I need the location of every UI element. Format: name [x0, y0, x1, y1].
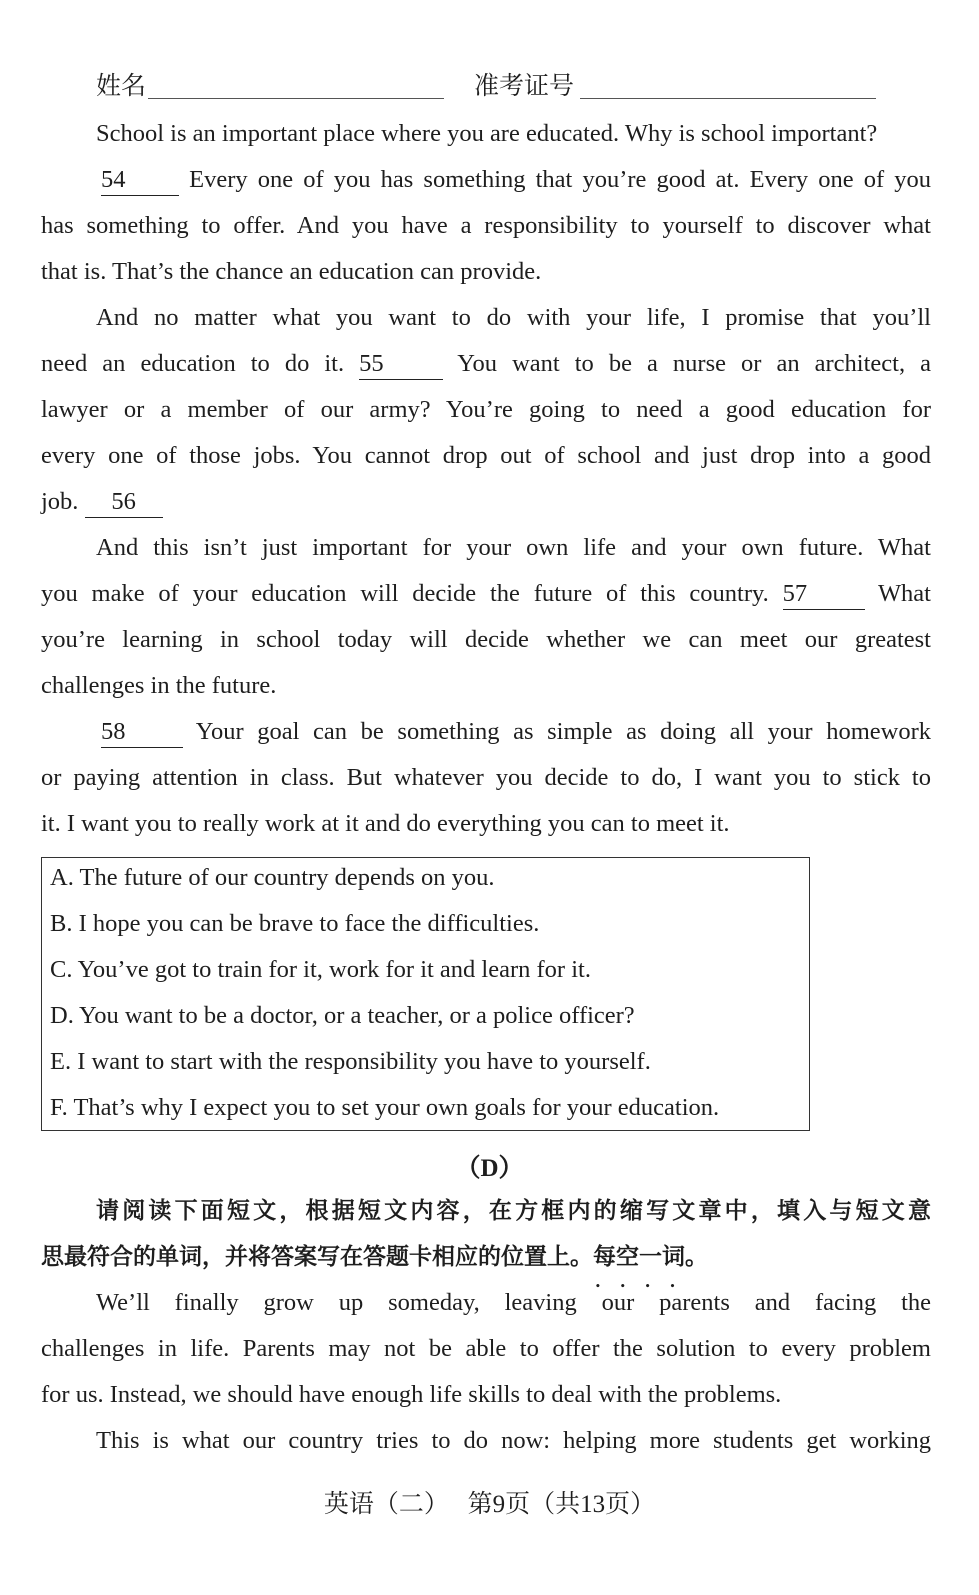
paragraph-line: This is what our country tries to do now: helping more students get working [96, 1427, 931, 1454]
passage-d [41, 1280, 931, 1464]
paragraph-line: it. I want you to really work at it and do everything you can to meet it. [41, 810, 730, 837]
paragraph-text: Every one of you has something that you’re good at. Every one of you [189, 166, 931, 193]
option-e: E. I want to start with the responsibility you have to yourself. [50, 1048, 651, 1075]
paragraph-line: has something to offer. And you have a responsibility to yourself to discover what [41, 212, 931, 239]
paragraph-line [41, 341, 931, 387]
option-a: A. The future of our country depends on you. [50, 864, 495, 891]
instruction-text: 思最符合的单词，并将答案写在答题卡相应的位置上。 [41, 1244, 593, 1270]
paragraph-line: every one of those jobs. You cannot drop out of school and just drop into a good [41, 442, 931, 469]
paragraph-line: School is an important place where you are educated. Why is school important? [96, 120, 878, 147]
paragraph-line [41, 709, 931, 755]
paragraph-text: you make of your education will decide the future of this country. [41, 580, 769, 607]
name-label: 姓名 [96, 73, 147, 100]
blank-54: 54 [101, 165, 179, 196]
section-d-instructions [41, 1188, 931, 1280]
paragraph-line: And no matter what you want to do with your life, I promise that you’ll [96, 304, 931, 331]
option-f: F. That’s why I expect you to set your own goals for your education. [50, 1094, 720, 1121]
paragraph-line: We’ll finally grow up someday, leaving our parents and facing the [96, 1289, 931, 1316]
paragraph-line: challenges in life. Parents may not be able to offer the solution to every problem [41, 1335, 931, 1362]
exam-number-line [580, 98, 876, 99]
paragraph-line [41, 157, 931, 203]
paragraph-line: that is. That’s the chance an education can provide. [41, 258, 542, 285]
paragraph-line: or paying attention in class. But whatever you decide to do, I want you to stick to [41, 764, 931, 791]
option-b: B. I hope you can be brave to face the difficulties. [50, 910, 540, 937]
instruction-line: 请阅读下面短文，根据短文内容，在方框内的缩写文章中，填入与短文意 [96, 1198, 931, 1224]
instruction-text: 。 [685, 1244, 708, 1270]
blank-58: 58 [101, 717, 183, 748]
option-d: D. You want to be a doctor, or a teacher, or a police officer? [50, 1002, 635, 1029]
name-line [148, 98, 444, 99]
blank-57: 57 [783, 579, 865, 610]
paragraph-text: You want to be a nurse or an architect, a [457, 350, 932, 377]
section-d-title: （D） [455, 1155, 524, 1182]
paragraph-line [41, 571, 931, 617]
blank-55: 55 [359, 349, 443, 380]
option-c: C. You’ve got to train for it, work for it and learn for it. [50, 956, 591, 983]
instruction-line [41, 1234, 931, 1280]
page-footer: 英语（二） 第9页（共13页） [323, 1491, 656, 1518]
paragraph-line: for us. Instead, we should have enough life skills to deal with the problems. [41, 1381, 782, 1408]
paragraph-line: lawyer or a member of our army? You’re going to need a good education for [41, 396, 931, 423]
paragraph-line: challenges in the future. [41, 672, 277, 699]
paragraph-text: Your goal can be something as simple as doing all your homework [195, 718, 931, 745]
emphasized-text: 每空一词 • • • • [593, 1244, 685, 1270]
paragraph-line: you’re learning in school today will decide whether we can meet our greatest [41, 626, 931, 653]
paragraph-text: job. [41, 488, 79, 515]
exam-number-label: 准考证号 [474, 73, 575, 100]
passage-c [41, 111, 931, 847]
paragraph-text: What [877, 580, 931, 607]
blank-56: 56 [85, 487, 163, 518]
paragraph-line [41, 479, 931, 525]
candidate-header [96, 66, 896, 106]
paragraph-text: need an education to do it. [41, 350, 345, 377]
paragraph-line: And this isn’t just important for your own life and your own future. What [96, 534, 931, 561]
options-box [41, 857, 810, 1131]
